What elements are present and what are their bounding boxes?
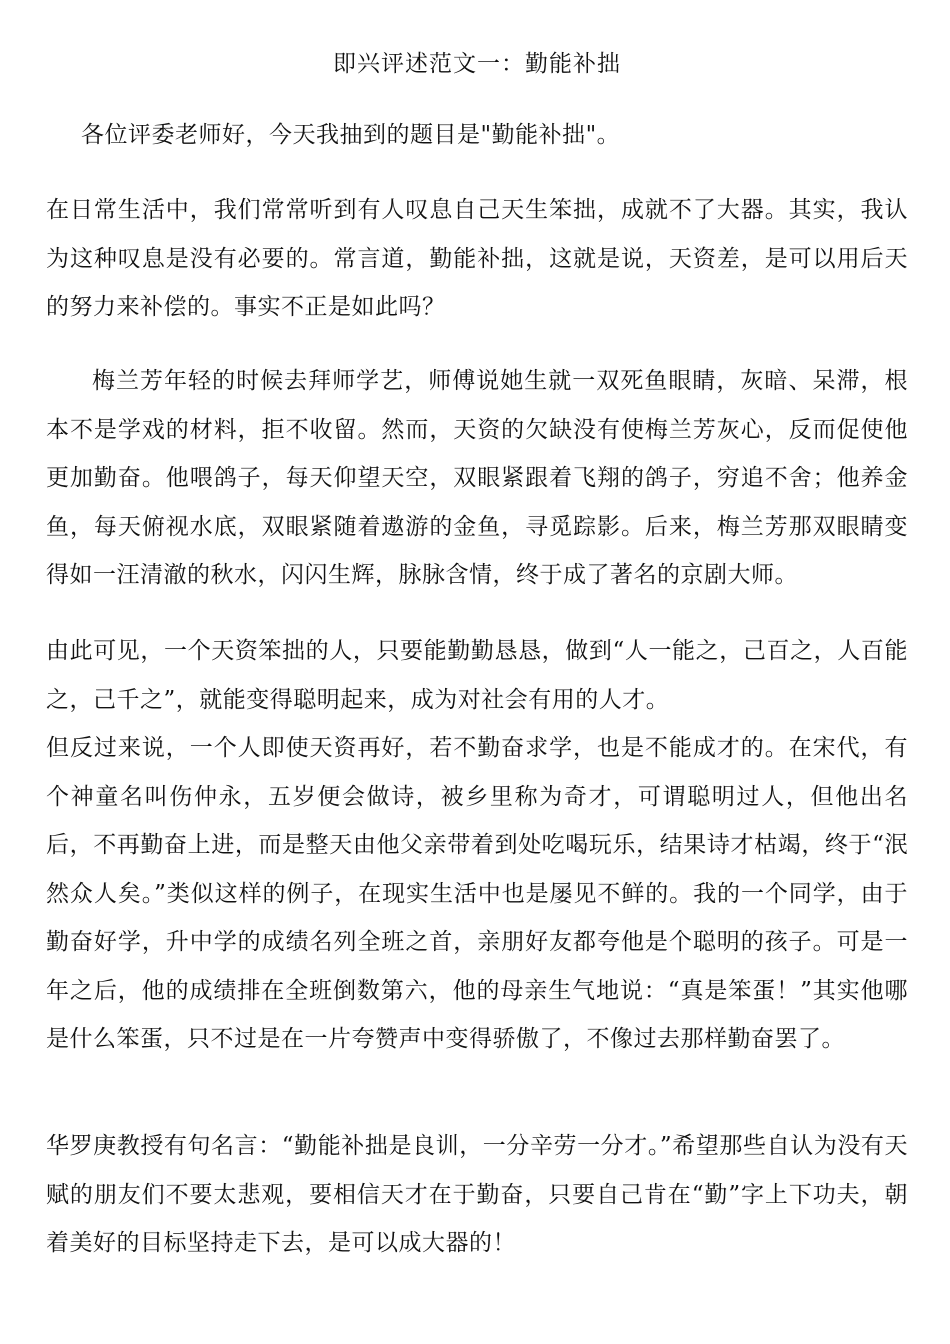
paragraph-counterexample: 但反过来说，一个人即使天资再好，若不勤奋求学，也是不能成才的。在宋代，有个神童名叫伤仲永，五岁便会做诗，被乡里称为奇才，可谓聪明过人，但他出名后，不再勤奋上进，而是整天由他父亲带着到处吃喝玩乐，结果诗才枯竭，终于“泯然众人矣。”类似这样的例子，在现实生活中也是屡见不鲜的。我的一个同学，由于勤奋好学，升中学的成绩名列全班之首，亲朋好友都夸他是个聪明的孩子。可是一年之后，他的成绩排在全班倒数第六，他的母亲生气地说：“真是笨蛋！”其实他哪是什么笨蛋，只不过是在一片夸赞声中变得骄傲了，不像过去那样勤奋罢了。: [46, 735, 908, 1052]
paragraph-intro: 在日常生活中，我们常常听到有人叹息自己天生笨拙，成就不了大器。其实，我认为这种叹息是没有必要的。常言道，勤能补拙，这就是说，天资差，是可以用后天的努力来补偿的。事实不正是如此吗？: [46, 197, 908, 320]
paragraph-mei-lanfang: 梅兰芳年轻的时候去拜师学艺，师傅说她生就一双死鱼眼睛，灰暗、呆滞，根本不是学戏的材料，拒不收留。然而，天资的欠缺没有使梅兰芳灰心，反而促使他更加勤奋。他喂鸽子，每天仰望天空，双眼紧跟着飞翔的鸽子，穷追不舍；他养金鱼，每天俯视水底，双眼紧随着遨游的金鱼，寻觅踪影。后来，梅兰芳那双眼睛变得如一汪清澈的秋水，闪闪生辉，脉脉含情，终于成了著名的京剧大师。: [46, 368, 908, 588]
document-title: 即兴评述范文一：勤能补拙: [333, 51, 621, 77]
paragraph-greeting: 各位评委老师好，今天我抽到的题目是"勤能补拙"。: [81, 122, 621, 148]
paragraph-conclusion-1: 由此可见，一个天资笨拙的人，只要能勤勤恳恳，做到“人一能之，己百之，人百能之，己千之”，就能变得聪明起来，成为对社会有用的人才。: [46, 638, 908, 713]
paragraph-closing: 华罗庚教授有句名言：“勤能补拙是良训，一分辛劳一分才。”希望那些自认为没有天赋的朋友们不要太悲观，要相信天才在于勤奋，只要自己肯在“勤”字上下功夫，朝着美好的目标坚持走下去，是可以成大器的！: [46, 1133, 908, 1256]
